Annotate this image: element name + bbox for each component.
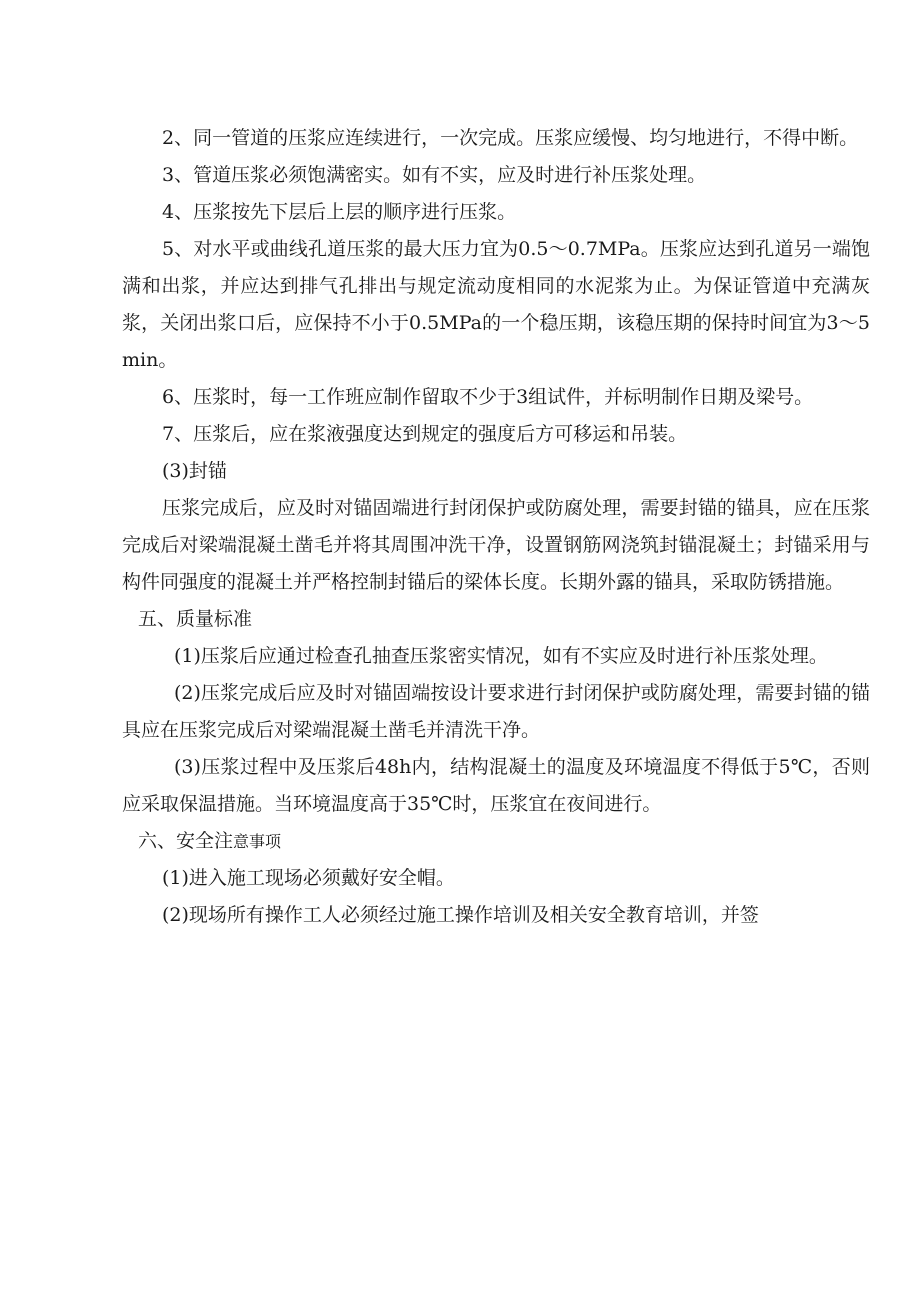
- section-title-safety-small: 意事项: [233, 832, 282, 851]
- paragraph-item-5: 5、对水平或曲线孔道压浆的最大压力宜为0.5～0.7MPa。压浆应达到孔道另一端饱满和出浆，并应达到排气孔排出与规定流动度相同的水泥浆为止。为保证管道中充满灰浆，关闭出浆口后，应保持不小于0.5MPa的一个稳压期，该稳压期的保持时间宜为3～5min。: [122, 238, 870, 371]
- safety-item-1: (1)进入施工现场必须戴好安全帽。: [162, 867, 455, 889]
- paragraph-sealing: 压浆完成后，应及时对锚固端进行封闭保护或防腐处理，需要封锚的锚具，应在压浆完成后对梁端混凝土凿毛并将其周围冲洗干净，设置钢筋网浇筑封锚混凝土；封锚采用与构件同强度的混凝土并严格控制封锚后的梁体长度。长期外露的锚具，采取防锈措施。: [122, 497, 870, 593]
- subheading-sealing: (3)封锚: [162, 460, 227, 482]
- section-title-safety-main: 六、安全注: [138, 830, 234, 852]
- quality-item-1: (1)压浆后应通过检查孔抽查压浆密实情况，如有不实应及时进行补压浆处理。: [174, 645, 828, 667]
- section-title-quality-standard: 五、质量标准: [138, 608, 253, 630]
- quality-item-2: (2)压浆完成后应及时对锚固端按设计要求进行封闭保护或防腐处理，需要封锚的锚具应在压浆完成后对梁端混凝土凿毛并清洗干净。: [122, 682, 870, 741]
- paragraph-item-6: 6、压浆时，每一工作班应制作留取不少于3组试件，并标明制作日期及梁号。: [162, 386, 814, 408]
- paragraph-item-3: 3、管道压浆必须饱满密实。如有不实，应及时进行补压浆处理。: [162, 164, 707, 186]
- document-body: [122, 120, 870, 934]
- section-title-safety: [122, 823, 870, 860]
- safety-item-2: (2)现场所有操作工人必须经过施工操作培训及相关安全教育培训，并签: [162, 904, 759, 926]
- paragraph-item-7: 7、压浆后，应在浆液强度达到规定的强度后方可移运和吊装。: [162, 423, 688, 445]
- paragraph-item-4: 4、压浆按先下层后上层的顺序进行压浆。: [162, 201, 517, 223]
- paragraph-item-2: 2、同一管道的压浆应连续进行，一次完成。压浆应缓慢、均匀地进行，不得中断。: [162, 127, 859, 149]
- quality-item-3: (3)压浆过程中及压浆后48h内，结构混凝土的温度及环境温度不得低于5℃，否则应采取保温措施。当环境温度高于35℃时，压浆宜在夜间进行。: [122, 756, 870, 815]
